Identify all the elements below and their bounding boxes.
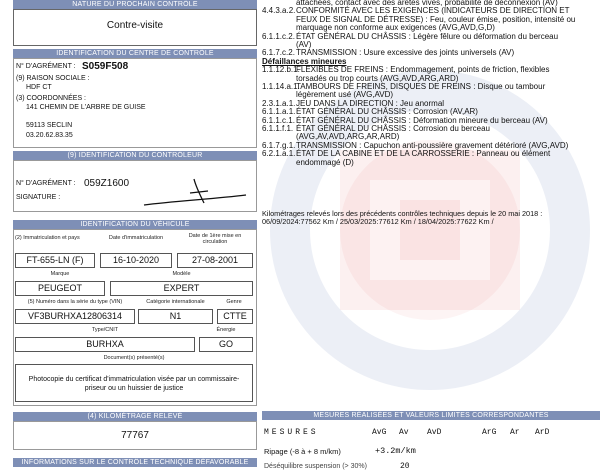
raison-value: HDF CT [26,84,52,91]
modele-label: Modèle [172,271,191,277]
defect-text: ÉTAT DE LA CABINE ET DE LA CARROSSERIE : Panneau ou élément [296,149,551,159]
signature-image [134,173,254,209]
defect-text: légèrement usé (AVG,AVD) [296,90,394,100]
defect-text: attachées, contact avec des arêtes vives, probabilité de déconnexion (AV) [296,0,558,7]
defect-text: ÉTAT GÉNÉRAL DU CHÂSSIS : Déformation mineure du berceau (AV) [296,115,548,125]
km-history-line1: Kilométrages relevés lors des précédents contrôles techniques depuis le 20 mai 2018 : [262,209,543,218]
col-av: Av [399,428,409,437]
energie-label: Énergie [216,327,236,333]
col-ard: ArD [535,428,550,437]
defect-text: (AVG,AV,AVD,ARG,AR,ARD) [296,132,400,142]
next-visit-value: Contre-visite [106,20,164,31]
type-label: Type/CNIT [91,327,119,333]
vehicle-header: IDENTIFICATION DU VÉHICULE [13,220,257,229]
defect-text: ÉTAT GÉNÉRAL DU CHÂSSIS : Corrosion (AV,AR) [296,107,478,117]
vin-label: (5) Numéro dans la série du type (VIN) [27,299,123,305]
coord-line2: 59113 SECLIN [26,122,73,129]
defect-text: JEU DANS LA DIRECTION : Jeu anormal [296,98,445,108]
defect-code: 6.1.7.c.2. [262,48,295,58]
coord-line1: 141 CHEMIN DE L'ARBRE DE GUISE [26,104,146,111]
controller-approval-value: 059Z1600 [84,178,130,189]
first-circ-label: Date de 1ère mise en circulation [188,233,242,245]
defect-text: TRANSMISSION : Capuchon anti-poussière gravement détérioré (AVG,AVD) [296,140,569,150]
defect-code: 2.3.1.a.1. [262,98,296,108]
measures-header: MESURES RÉALISÉES ET VALEURS LIMITES CORRESPONDANTES [262,411,600,420]
col-avg: AvG [372,428,387,437]
defect-text: ÉTAT GÉNÉRAL DU CHÂSSIS : Corrosion du berceau [296,124,490,133]
next-visit-box [13,9,257,46]
type-value: BURHXA [15,337,195,352]
col-avd: AvD [427,428,442,437]
cat-value: N1 [138,309,213,324]
defect-code: 6.1.1.c.1. [262,115,295,125]
defect-text: endommagé (D) [296,157,354,167]
docs-box [15,364,253,402]
info-header: INFORMATIONS SUR LE CONTRÔLE TECHNIQUE DÉFAVORABLE [13,458,257,467]
cat-label: Catégorie internationale [146,299,205,305]
ripage-value: +3.2m/km [375,446,416,456]
next-visit-header: NATURE DU PROCHAIN CONTRÔLE [13,0,257,9]
section-text: Défaillances mineures [262,56,347,66]
marque-label: Marque [50,271,70,277]
defect-code: 1.1.14.a.1. [262,82,300,91]
defect-code: 1.1.12.b.1. [262,65,300,75]
coord-line3: 03.20.62.83.35 [26,132,73,139]
km-value: 77767 [121,430,149,441]
defect-text: CONFORMITÉ AVEC LES EXIGENCES (INDICATEURS DE DIRECTION ET [296,6,570,16]
approval-value: S059F508 [82,61,129,72]
date-reg-label: Date d'immatriculation [108,235,164,241]
defect-text: TRANSMISSION : Usure excessive des joints universels (AV) [296,48,515,58]
approval-label: N° D'AGRÉMENT : [16,63,76,70]
defect-text: torsadés ou trop courts (AVG,AVD,ARG,ARD) [296,73,459,83]
defect-text: marquage non conforme aux exigences (AVG,AVD,G,D) [296,23,495,33]
defect-code: 6.1.1.a.1. [262,107,296,117]
km-box [13,421,257,450]
km-history-line2: 06/09/2024:77562 Km / 25/03/2025:77612 Km / 18/04/2025:77622 Km / [262,217,494,226]
centre-box [13,58,257,148]
next-measure-label: Déséquilibre suspension (> 30%) [264,463,367,470]
ripage-label: Ripage (-8 à + 8 m/km) [264,447,341,456]
defect-text: TAMBOURS DE FREINS, DISQUES DE FREINS : Disque ou tambour [296,82,546,91]
docs-value: Photocopie du certificat d'immatriculation visée par un commissaire-priseur ou un huissier de justice [28,376,240,392]
defect-code: 6.1.1.c.2. [262,31,295,41]
reg-value: FT-655-LN (F) [15,253,95,268]
signature-label: SIGNATURE : [16,194,61,201]
defect-code: 6.2.1.a.1. [262,149,296,159]
defect-line [262,159,354,168]
defect-text: ÉTAT GÉNÉRAL DU CHÂSSIS : Légère fêlure ou déformation du berceau [296,31,559,41]
defect-text: (AV) [296,40,312,49]
next-measure-value: 20 [400,462,410,471]
measures-title: MESURES [264,428,319,437]
first-circ-value: 27-08-2001 [177,253,253,268]
marque-value: PEUGEOT [15,281,105,296]
col-arg: ArG [482,428,497,437]
controller-approval-label: N° D'AGRÉMENT : [16,180,76,187]
centre-header: IDENTIFICATION DU CENTRE DE CONTRÔLE [13,49,257,58]
docs-label: Document(s) présenté(s) [103,355,165,361]
defect-code: 6.1.1.f.1. [262,124,294,133]
date-reg-value: 16-10-2020 [100,253,172,268]
col-ar: Ar [510,428,520,437]
genre-label: Genre [226,299,242,305]
defect-text: FEUX DE SIGNAL DE DÉTRESSE) : Feu, couleur émise, position, intensité ou [296,14,576,24]
defect-text: FLEXIBLES DE FREINS : Endommagement, points de friction, flexibles [296,65,550,75]
raison-label: (9) RAISON SOCIALE : [16,75,90,82]
coord-label: (3) COORDONNÉES : [16,95,87,102]
defect-code: 6.1.7.g.1. [262,140,296,150]
modele-value: EXPERT [110,281,253,296]
energie-value: GO [199,337,253,352]
controller-header: (9) IDENTIFICATION DU CONTRÔLEUR [13,151,257,160]
controller-box [13,160,257,212]
km-header: (4) KILOMÉTRAGE RELEVÉ [13,412,257,421]
vin-value: VF3BURHXA12806314 [15,309,135,324]
defect-code: 4.4.3.a.2. [262,6,296,16]
reg-label: (2) Immatriculation et pays [15,235,80,241]
genre-value: CTTE [217,309,253,324]
